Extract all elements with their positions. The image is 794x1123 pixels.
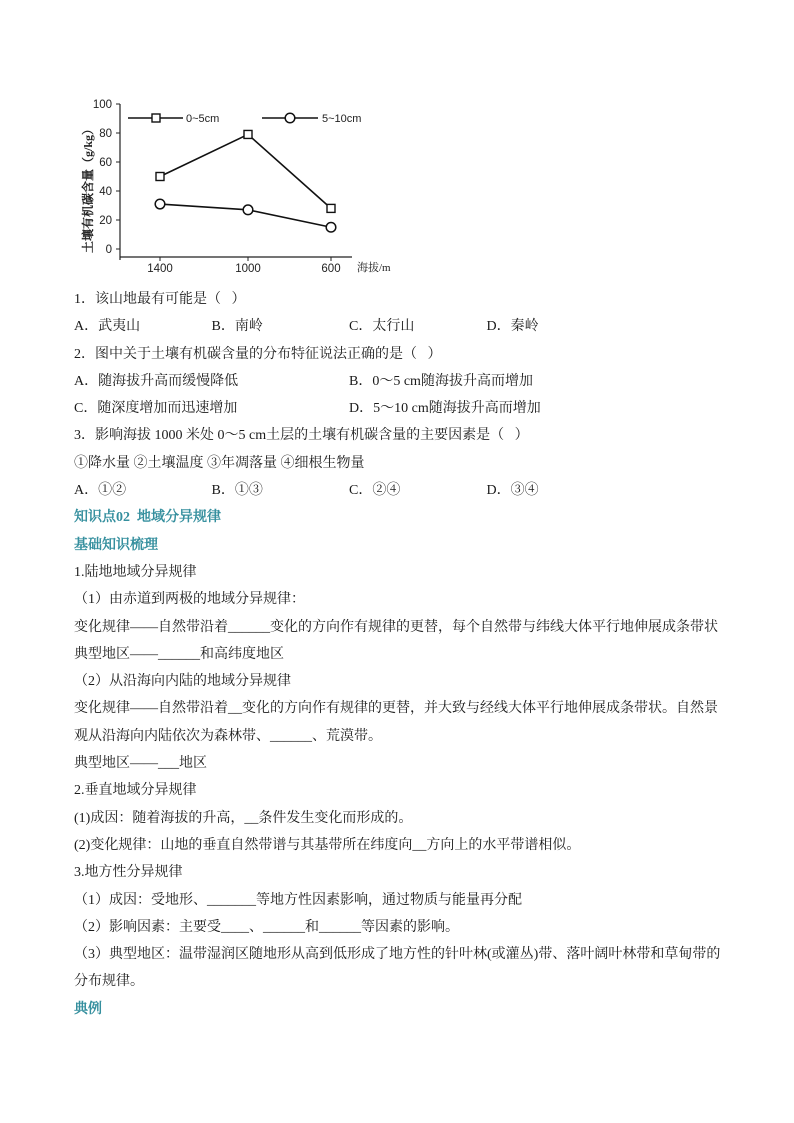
series-1-data-point [156, 173, 164, 181]
legend-2-label: 5~10cm [322, 113, 362, 125]
knowledge-line-3: 变化规律——自然带沿着______变化的方向作有规律的更替，每个自然带与纬线大体平行地伸展成条带状 [74, 619, 718, 635]
q2-option-d: D．5～10 cm随海拔升高而增加 [349, 401, 541, 417]
knowledge-line-14: （2）影响因素：主要受____、______和______等因素的影响。 [74, 919, 459, 935]
knowledge-line-16: 分布规律。 [74, 974, 144, 990]
legend-1-marker [152, 114, 160, 122]
q1-stem: 1．该山地最有可能是（ ） [74, 292, 246, 307]
series-2-data-point [243, 205, 253, 215]
q2-option-a: A．随海拔升高而缓慢降低 [74, 373, 239, 389]
q3-stem: 3．影响海拔 1000 米处 0～5 cm土层的土壤有机碳含量的主要因素是（ ） [74, 428, 529, 444]
knowledge-line-13: （1）成因：受地形、_______等地方性因素影响，通过物质与能量再分配 [74, 892, 522, 908]
knowledge-line-8: 典型地区——___地区 [74, 756, 207, 772]
document-body [74, 286, 774, 1023]
knowledge-line-4: 典型地区——______和高纬度地区 [74, 646, 284, 662]
x-tick-label: 1400 [147, 263, 173, 275]
q2-stem: 2．图中关于土壤有机碳含量的分布特征说法正确的是（ ） [74, 346, 442, 362]
series-1-data-point [327, 204, 335, 212]
q1-option-c: C．太行山 [349, 319, 415, 335]
knowledge-line-10: (1)成因：随着海拔的升高，__条件发生变化而形成的。 [74, 810, 413, 826]
q1-option-a: A．武夷山 [74, 319, 141, 335]
q2-option-b: B．0～5 cm随海拔升高而增加 [349, 373, 533, 389]
series-1-line [160, 134, 331, 208]
q1-options [74, 313, 774, 340]
series-2-data-point [155, 199, 165, 209]
y-tick-label: 40 [99, 186, 112, 198]
q1-option-b: B．南岭 [211, 319, 263, 335]
legend-1-label: 0~5cm [186, 113, 220, 125]
section-heading: 知识点02 地域分异规律 [74, 510, 221, 526]
series-1-data-point [244, 130, 252, 138]
knowledge-line-11: (2)变化规律：山地的垂直自然带谱与其基带所在纬度向__方向上的水平带谱相似。 [74, 837, 581, 853]
knowledge-line-6: 变化规律——自然带沿着__变化的方向作有规律的更替，并大致与经线大体平行地伸展成条带状。自然景 [74, 701, 718, 717]
y-tick-label: 80 [99, 128, 112, 140]
y-axis-label: 土壤有机碳含量（g/kg） [81, 122, 95, 254]
x-tick-label: 600 [321, 263, 341, 275]
q2-options-row-1 [74, 368, 774, 395]
knowledge-line-9: 2.垂直地域分异规律 [74, 783, 197, 799]
example-heading: 典例 [74, 1001, 102, 1017]
y-tick-label: 60 [99, 157, 112, 169]
q3-option-d: D．③④ [486, 483, 539, 499]
knowledge-line-7: 观从沿海向内陆依次为森林带、______、荒漠带。 [74, 728, 382, 744]
q3-options [74, 477, 774, 504]
legend-2-marker [285, 113, 295, 123]
soil-carbon-chart [0, 0, 420, 285]
q3-option-a: A．①② [74, 483, 127, 499]
knowledge-line-5: （2）从沿海向内陆的地域分异规律 [74, 674, 291, 690]
knowledge-line-2: （1）由赤道到两极的地域分异规律： [74, 592, 305, 608]
x-tick-label: 1000 [235, 263, 261, 275]
series-2-data-point [326, 222, 336, 232]
q1-option-d: D．秦岭 [486, 319, 539, 335]
x-axis-label: 海拔/m [357, 262, 391, 274]
y-tick-label: 20 [99, 215, 112, 227]
q2-option-c: C．随深度增加而迅速增加 [74, 401, 238, 417]
chart-marks [93, 99, 362, 275]
y-tick-label: 100 [92, 99, 112, 111]
q3-option-c: C．②④ [349, 483, 401, 499]
knowledge-line-15: （3）典型地区：温带湿润区随地形从高到低形成了地方性的针叶林(或灌丛)带、落叶阔叶林带和草甸带的 [74, 947, 721, 963]
q3-factors: ①降水量 ②土壤温度 ③年凋落量 ④细根生物量 [74, 455, 365, 471]
knowledge-line-1: 1.陆地地域分异规律 [74, 564, 197, 580]
q2-options-row-2 [74, 395, 774, 422]
y-tick-label: 0 [105, 244, 112, 256]
section-subheading: 基础知识梳理 [74, 537, 158, 553]
q3-option-b: B．①③ [211, 483, 263, 499]
knowledge-line-12: 3.地方性分异规律 [74, 865, 183, 881]
